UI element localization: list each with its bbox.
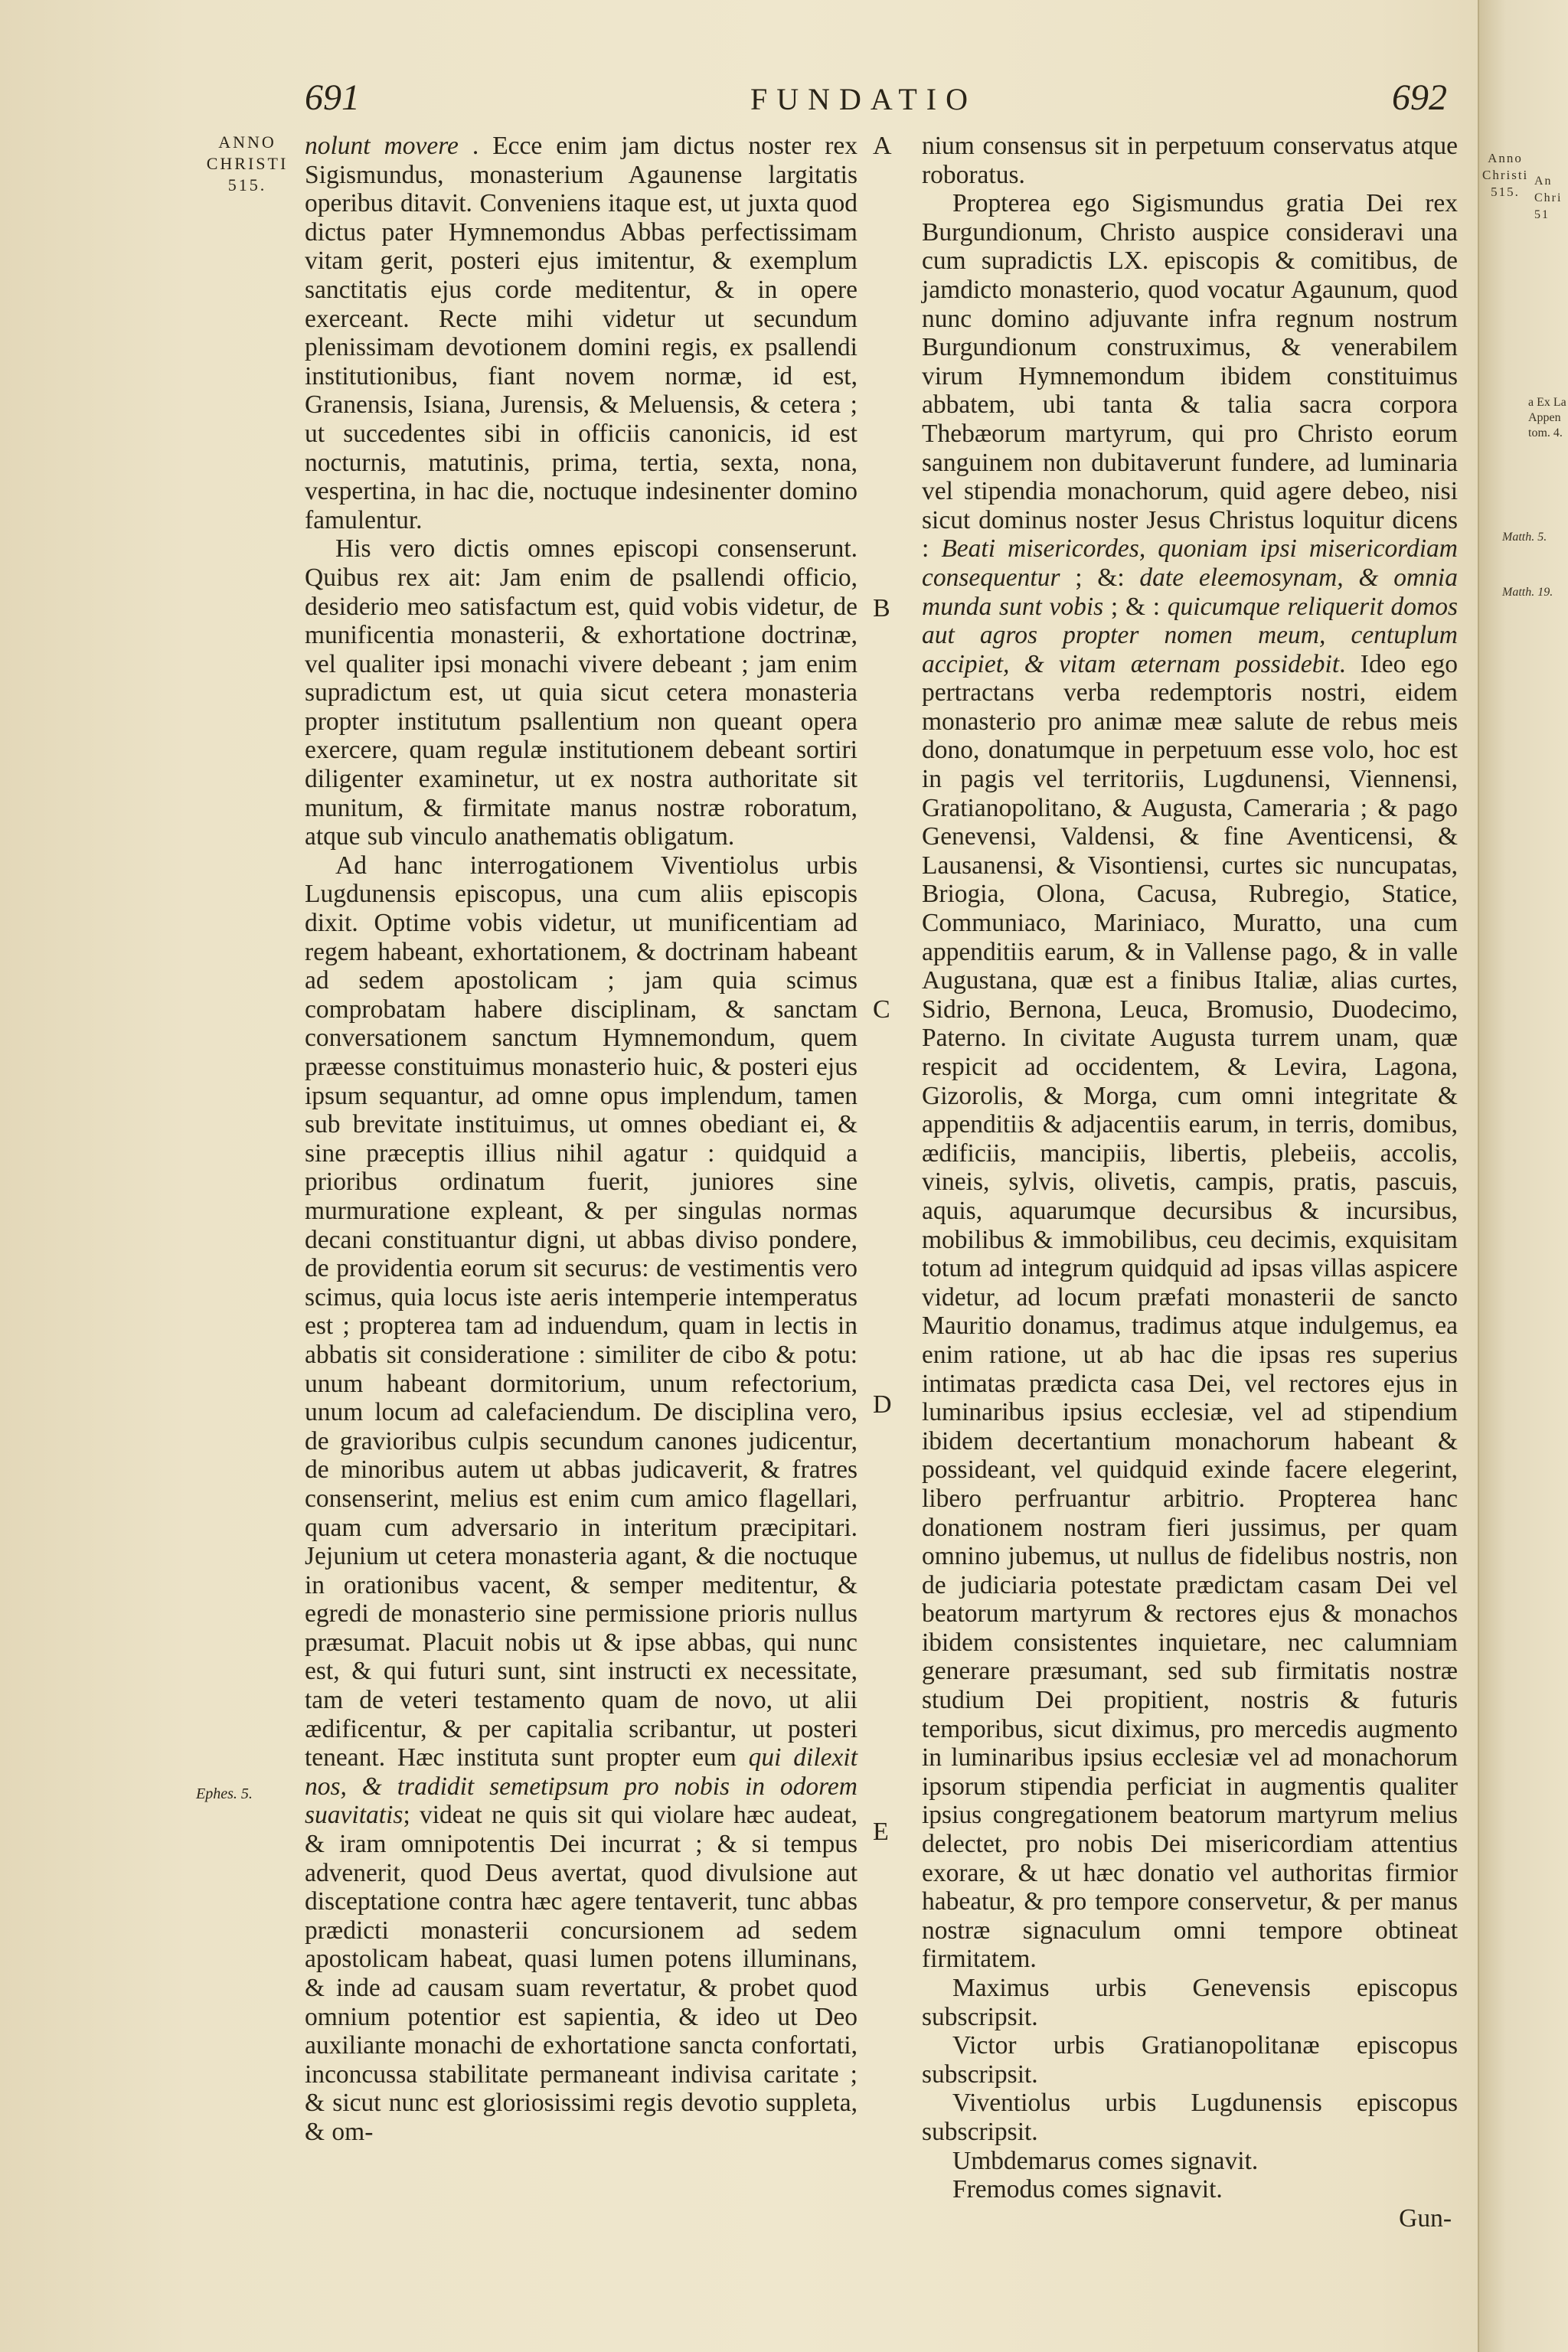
- signature-line: Maximus urbis Genevensis episcopus subscripsit.: [922, 1974, 1458, 2031]
- signature-line: Viventiolus urbis Lugdunensis episcopus subscripsit.: [922, 2089, 1458, 2146]
- italic-quotation: date eleemosynam, & omnia munda sunt vobis: [922, 563, 1458, 621]
- right-paragraph-1: [922, 132, 1458, 189]
- signature-line: Victor urbis Gratianopolitanæ episcopus subscripsit.: [922, 2031, 1458, 2089]
- text-run: His vero dictis omnes episcopi consenserunt. Quibus rex ait: Jam enim de psallendi officio, desiderio meo satisfactum est, quid vobis videtur, de munificentia monasterii, & exhortatione doctrinæ, vel qualiter ipsi monachi vivere debeant ; jam enim supradictum est, ut quia sicut cetera monasteria propter institutum psallentium non queant opera exercere, quam regulæ institutionem debeant sortiri diligenter examinetur, ut ex nostra authoritate sit munitum, & firmitate manus nostræ roboratum, atque sub vinculo anathematis obligatum.: [305, 534, 858, 851]
- signature-line: Umbdemarus comes signavit.: [952, 2146, 1259, 2175]
- section-letter-d: D: [873, 1390, 892, 1419]
- edge-year-christi: Chri: [1534, 191, 1563, 204]
- section-letter-a: A: [873, 132, 892, 160]
- edge-year-number: 51: [1534, 208, 1550, 221]
- margin-year-anno: ANNO: [218, 132, 276, 152]
- margin-ref-matth5: Matth. 5.: [1502, 531, 1547, 544]
- margin-year-christi: CHRISTI: [206, 154, 289, 173]
- edge-year-anno: An: [1534, 175, 1553, 188]
- left-text-column: [305, 132, 858, 2147]
- margin-ref-matth19: Matth. 19.: [1502, 586, 1553, 599]
- right-paragraph-2: [922, 189, 1458, 1974]
- adjacent-year-note: [1482, 150, 1528, 201]
- text-run: nium consensus sit in perpetuum conservatus atque roboratus.: [922, 132, 1458, 189]
- text-run: ; & :: [1103, 592, 1168, 621]
- edge-source-ref: [1528, 395, 1568, 441]
- left-paragraph-2: [305, 534, 858, 851]
- edge-ref-line: tom. 4.: [1528, 426, 1563, 439]
- italic-quotation: qui dilexit nos, & tradidit semetipsum pro nobis in odorem suavitatis: [305, 1743, 858, 1830]
- signature-line: Fremodus comes signavit.: [952, 2175, 1223, 2204]
- margin-ref-ephes: Ephes. 5.: [196, 1785, 253, 1802]
- text-run: ; videat ne quis sit qui violare hæc audeat, & iram omnipotentis Dei incurrat ; & si tempus advenerit, quod Deus avertat, quod divulsione aut disceptatione contra hæc agere tentaverit, tunc abbas prædicti monasterii concursionem ad sedem apostolicam habeat, quasi lumen potens illuminans, & inde ad causam suam revertatur, & probet quod omnium potentior est sapientia, & ideo ut Deo auxiliante monachi de exhortatione sancta confortati, inconcussa stabilitate permaneant indivisa caritate ; & sicut nunc est gloriosissimi regis devotio suppleta, & om-: [305, 1801, 858, 2146]
- text-run: Ad hanc interrogationem Viventiolus urbis Lugdunensis episcopus, una cum aliis episcopis dixit. Optime vobis videtur, ut munificentiam ad regem habeant, exhortationem, & doctrinam habeant ad sedem apostolicam ; jam quia scimus comprobatam habere disciplinam, & sanctam conversationem sanctum Hymnemondum, quem præesse constituimus monasterio huic, & posteri ejus ipsum sequantur, ad omne opus implendum, tamen sub brevitate instituimus, ut omnes obediant ei, & sine præceptis illius nihil agatur : quidquid a prioribus ordinatum fuerit, juniores sine murmuratione expleant, & per singulas normas decani constituantur digni, ut abbas diviso pondere, de providentia eorum sit securus: de vestimentis vero scimus, quia locus iste aeris intemperie intemperatus est ; propterea tam ad induendum, quam in lectis in abbatis sit consideratione : similiter de cibo & potu: unum habeant dormitorium, unum refectorium, unum locum ad calefaciendum. De disciplina vero, de gravioribus culpis secundum canones judicentur, de minoribus autem ut abbas judicaverit, & fratres consenserint, melius est enim cum amico flagellari, quam cum adversario in interitum præcipitari. Jejunium ut cetera monasteria agant, & die noctuque in orationibus vacent, & semper meditentur, & egredi de monasterio sine permissione prioris nullus præsumat. Placuit nobis ut & ipse abbas, qui nunc est, & qui futuri sunt, sint instructi ex necessitate, tam de veteri testamento quam de novo, ut alii ædificentur, & per capitalia scribantur, ut posteri teneant. Hæc instituta sunt propter eum: [305, 851, 858, 1772]
- section-letter-b: B: [873, 594, 890, 622]
- adjacent-year-number: 515.: [1491, 185, 1520, 199]
- adjacent-page-edge: [1478, 0, 1568, 2352]
- left-paragraph-1: [305, 132, 858, 534]
- margin-year-note: [205, 132, 289, 196]
- section-letter-e: E: [873, 1818, 889, 1846]
- italic-quotation: nolunt movere: [305, 132, 459, 160]
- adjacent-year-anno: Anno: [1488, 151, 1523, 165]
- page-number-right: 692: [1392, 77, 1447, 118]
- page-header: [0, 77, 1478, 130]
- right-text-column: [922, 132, 1458, 2233]
- section-letter-c: C: [873, 995, 890, 1024]
- edge-ref-line: a Ex La: [1528, 396, 1566, 409]
- text-run: . Ecce enim jam dictus noster rex Sigismundus, monasterium Agaunense largitatis operibus ditavit. Conveniens itaque est, ut juxta quod dictus pater Hymnemondus Abbas perfectissimam vitam gerit, posteri ejus imitentur, & exemplum sanctitatis ejus corde meditentur, & in opere exerceant. Recte mihi videtur ut secundum plenissimam devotionem domini regis, ex psallendi institutionibus, fiant novem normæ, id est, Granensis, Isiana, Jurensis, & Meluensis, & cetera ; ut succedentes sibi in officiis canonicis, id est nocturnis, matutinis, prima, tertia, sexta, nona, vespertina, in hac die, noctuque indesinenter domino famulentur.: [305, 132, 858, 534]
- page-number-left: 691: [305, 77, 360, 118]
- edge-ref-line: Appen: [1528, 411, 1561, 424]
- text-run: . Ideo ego pertractans verba redemptoris nostri, eidem monasterio pro animæ meæ salute de rebus meis dono, donatumque in perpetuum esse volo, hoc est in pagis vel territoriis, Lugdunensi, Viennensi, Gratianopolitano, & Augusta, Cameraria ; & pago Genevensi, Valdensi, & fine Aventicensi, & Lausanensi, & Visontiensi, curtes sic nuncupatas, Briogia, Olona, Cacusa, Rubregio, Statice, Communiaco, Mariniaco, Muratto, una cum appenditiis earum, & in Vallense pago, & in valle Augustana, quæ est a finibus Italiæ, alias curtes, Sidrio, Bernona, Leuca, Bromusio, Duodecimo, Paterno. In civitate Augusta turrem unam, quæ respicit ad occidentem, & Levira, Lagona, Gizorolis, & Morga, cum omni integritate & appenditiis & adjacentiis earum, in terris, domibus, ædificiis, mancipiis, libertis, plebeiis, accolis, vineis, sylvis, olivetis, campis, pratis, pascuis, aquis, aquarumque decursibus & incursibus, mobilibus & immobilibus, ceu decimis, exquisitam totum ad integrum quidquid ad ipsas villas aspicere videtur, ad locum præfati monasterii de sancto Mauritio donamus, tradimus atque indulgemus, ea enim ratione, ut ab hac die ipsas res superius intimatas prædicta casa Dei, vel rectores ejus in luminaribus ipsius ecclesiæ, vel ad stipendium ibidem decertantium monachorum habeant & possideant, vel quidquid exinde facere elegerint, libero perfruantur arbitrio. Propterea hanc donationem nostram fieri jussimus, per quam omnino jubemus, ut nullus de fidelibus nostris, non de judiciaria potestate prædictam casam Dei vel beatorum martyrum & rectores ejus & monachos ibidem consistentes inquietare, nec calumniam generare præsumant, sed sub firmitatis nostræ studium Dei propitient, nostris & futuris temporibus, sicut diximus, pro mercedis augmento in luminaribus ipsius ecclesiæ vel ad monachorum ipsorum stipendia perficiat in augmentis qualiter ipsius congregationem beatorum martyrum melius delectet, pro nobis Dei misericordiam attentius exorare, & ut hæc donatio vel authoritas firmior habeatur, & pro tempore conservetur, & per manus nostræ signaculum omni tempore obtineat firmitatem.: [922, 649, 1458, 1974]
- margin-year-number: 515.: [227, 175, 267, 194]
- italic-quotation: Beati misericordes, quoniam ipsi misericordiam consequentur: [922, 534, 1458, 592]
- edge-year-note: [1534, 173, 1568, 224]
- adjacent-year-christi: Christi: [1482, 168, 1529, 182]
- text-run: Propterea ego Sigismundus gratia Dei rex Burgundionum, Christo auspice consideravi una cum supradictis LX. episcopis & comitibus, de jamdicto monasterio, quod vocatur Agaunum, quod nunc domino adjuvante infra regnum nostrum Burgundionum construximus, & venerabilem virum Hymnemondum ibidem constituimus abbatem, ubi tanta & talia sacra corpora Thebæorum martyrum, qui pro Christo eorum sanguinem non dubitaverunt fundere, ad luminaria vel stipendia monachorum, quid agere debeo, nisi sicut dominus noster Jesus Christus loquitur dicens :: [922, 189, 1458, 564]
- text-run: ; &:: [1060, 563, 1140, 592]
- left-paragraph-3: [305, 851, 858, 2147]
- italic-quotation: quicumque reliquerit domos aut agros propter nomen meum, centuplum accipiet, & vitam æternam possidebit: [922, 592, 1458, 678]
- catchword: Gun-: [1399, 2203, 1452, 2233]
- running-title: FUNDATIO: [750, 82, 977, 116]
